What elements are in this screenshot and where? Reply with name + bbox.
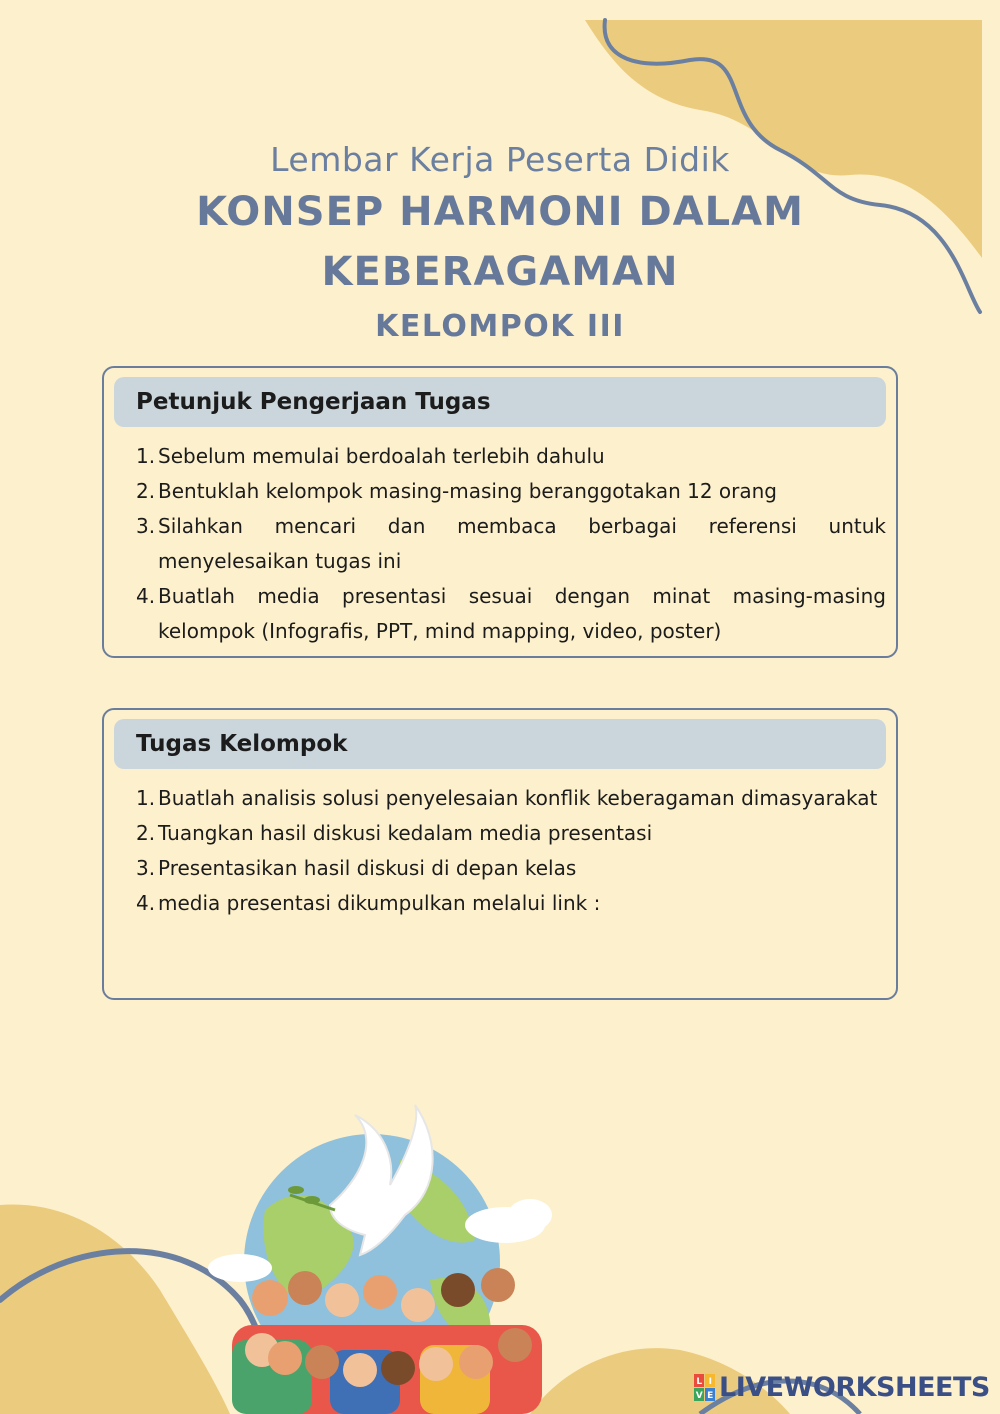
list-text: Sebelum memulai berdoalah terlebih dahulu: [158, 444, 605, 468]
people-crowd-illustration: [232, 1268, 542, 1414]
instructions-heading: Petunjuk Pengerjaan Tugas: [114, 377, 886, 427]
list-number: 4.: [136, 891, 156, 915]
instructions-list: [136, 439, 886, 649]
list-text: Silahkan mencari dan membaca berbagai referensi untuk menyelesaikan tugas ini: [158, 514, 886, 573]
list-text: Tuangkan hasil diskusi kedalam media presentasi: [158, 821, 653, 845]
tasks-panel: [102, 708, 898, 1000]
logo-letter-v: V: [695, 1390, 703, 1401]
list-text: Presentasikan hasil diskusi di depan kelas: [158, 856, 577, 880]
list-number: 4.: [136, 584, 156, 608]
worksheet-title-line-2: KEBERAGAMAN: [321, 249, 679, 295]
liveworksheets-logo-icon: [694, 1374, 716, 1402]
logo-letter-e: E: [707, 1390, 713, 1401]
list-item: [136, 781, 886, 816]
list-text: Buatlah media presentasi sesuai dengan minat masing-masing kelompok (Infografis, PPT, mind mapping, video, poster): [158, 584, 886, 643]
list-number: 1.: [136, 786, 156, 810]
list-number: 3.: [136, 856, 156, 880]
title-block: [0, 138, 1000, 350]
tasks-heading: Tugas Kelompok: [114, 719, 886, 769]
list-item: [136, 439, 886, 474]
liveworksheets-watermark[interactable]: [694, 1372, 990, 1403]
group-title: KELOMPOK III: [375, 309, 625, 344]
list-text: Bentuklah kelompok masing-masing beranggotakan 12 orang: [158, 479, 778, 503]
list-item: [136, 816, 886, 851]
logo-letter-l: L: [696, 1376, 702, 1387]
instructions-panel: [102, 366, 898, 658]
liveworksheets-text: LIVEWORKSHEETS: [719, 1372, 990, 1403]
list-item: [136, 886, 886, 921]
list-text: Buatlah analisis solusi penyelesaian konflik keberagaman dimasyarakat: [158, 786, 878, 810]
diversity-illustration: [208, 1105, 552, 1414]
list-item: [136, 851, 886, 886]
list-text: media presentasi dikumpulkan melalui link :: [158, 891, 601, 915]
worksheet-subtitle: Lembar Kerja Peserta Didik: [270, 140, 730, 179]
list-item: [136, 579, 886, 649]
bottom-left-blob: [0, 1204, 230, 1414]
logo-letter-i: I: [708, 1376, 712, 1387]
list-number: 2.: [136, 821, 156, 845]
worksheet-title-line-1: KONSEP HARMONI DALAM: [196, 189, 804, 235]
tasks-list: [136, 781, 886, 921]
list-number: 2.: [136, 479, 156, 503]
list-number: 3.: [136, 514, 156, 538]
list-item: [136, 509, 886, 579]
list-item: [136, 474, 886, 509]
list-number: 1.: [136, 444, 156, 468]
